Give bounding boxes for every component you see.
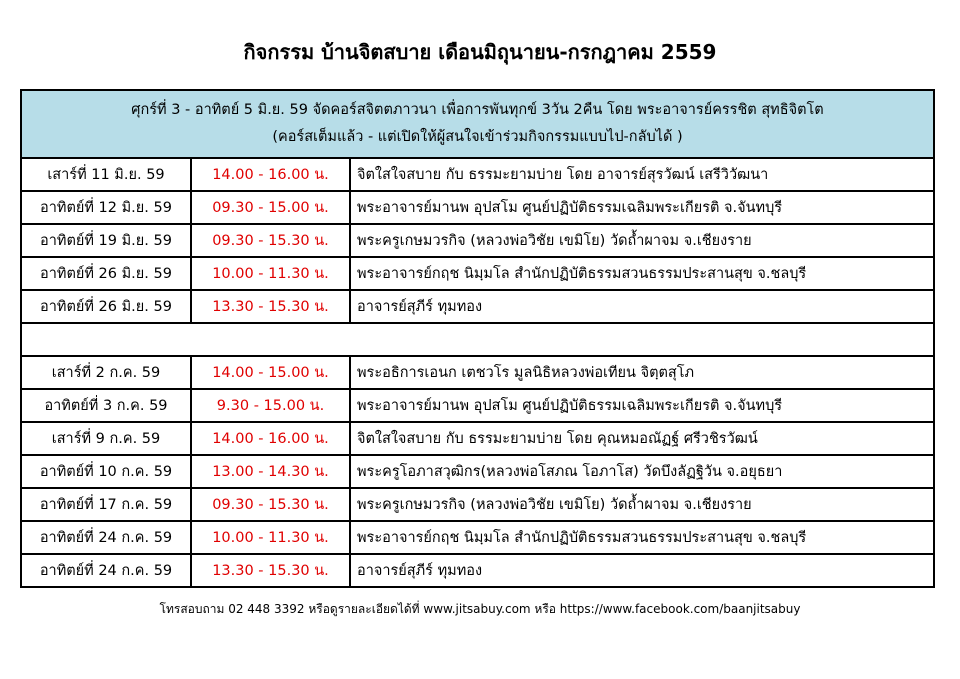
activity-cell: พระอาจารย์กฤช นิมฺมโล สำนักปฏิบัติธรรมสวนธรรมประสานสุข จ.ชลบุรี — [350, 521, 934, 554]
activity-cell: จิตใสใจสบาย กับ ธรรมะยามบ่าย โดย คุณหมอณัฏฐ์ ศรีวชิรวัฒน์ — [350, 422, 934, 455]
activity-cell: อาจารย์สุภีร์ ทุมทอง — [350, 554, 934, 587]
date-cell: อาทิตย์ที่ 19 มิ.ย. 59 — [21, 224, 191, 257]
time-cell: 13.30 - 15.30 น. — [191, 554, 350, 587]
course-announcement — [21, 90, 934, 158]
time-cell: 10.00 - 11.30 น. — [191, 521, 350, 554]
activity-cell: จิตใสใจสบาย กับ ธรรมะยามบ่าย โดย อาจารย์สุรวัฒน์ เสรีวิวัฒนา — [350, 158, 934, 191]
date-cell: เสาร์ที่ 9 ก.ค. 59 — [21, 422, 191, 455]
time-cell: 14.00 - 15.00 น. — [191, 356, 350, 389]
header-row — [21, 90, 934, 158]
page-title: กิจกรรม บ้านจิตสบาย เดือนมิถุนายน-กรกฎาคม 2559 — [243, 40, 717, 64]
table-row — [21, 422, 934, 455]
date-cell: เสาร์ที่ 2 ก.ค. 59 — [21, 356, 191, 389]
table-row — [21, 224, 934, 257]
date-cell: อาทิตย์ที่ 24 ก.ค. 59 — [21, 521, 191, 554]
table-row — [21, 191, 934, 224]
time-cell: 09.30 - 15.00 น. — [191, 191, 350, 224]
table-row — [21, 389, 934, 422]
activity-cell: พระอธิการเอนก เตชวโร มูลนิธิหลวงพ่อเทียน จิตฺตสุโภ — [350, 356, 934, 389]
schedule-table — [20, 89, 935, 588]
activity-cell: พระครูเกษมวรกิจ (หลวงพ่อวิชัย เขมิโย) วัดถ้ำผาจม จ.เชียงราย — [350, 488, 934, 521]
table-row — [21, 158, 934, 191]
table-row — [21, 521, 934, 554]
course-announcement-line1: ศุกร์ที่ 3 - อาทิตย์ 5 มิ.ย. 59 จัดคอร์สจิตตภาวนา เพื่อการพันทุกข์ 3วัน 2คืน โดย พระอาจารย์ครรชิต สุทธิจิตโต — [131, 102, 824, 118]
date-cell: อาทิตย์ที่ 12 มิ.ย. 59 — [21, 191, 191, 224]
date-cell: อาทิตย์ที่ 3 ก.ค. 59 — [21, 389, 191, 422]
table-row — [21, 257, 934, 290]
activity-cell: พระอาจารย์กฤช นิมฺมโล สำนักปฏิบัติธรรมสวนธรรมประสานสุข จ.ชลบุรี — [350, 257, 934, 290]
time-cell: 13.30 - 15.30 น. — [191, 290, 350, 323]
table-row — [21, 488, 934, 521]
course-announcement-line2: (คอร์สเต็มแล้ว - แต่เปิดให้ผู้สนใจเข้าร่วมกิจกรรมแบบไป-กลับได้ ) — [272, 129, 683, 145]
activity-cell: พระครูเกษมวรกิจ (หลวงพ่อวิชัย เขมิโย) วัดถ้ำผาจม จ.เชียงราย — [350, 224, 934, 257]
activity-cell: พระครูโอภาสวุฒิกร(หลวงพ่อโสภณ โอภาโส) วัดบึงลัฏฐิวัน จ.อยุธยา — [350, 455, 934, 488]
date-cell: อาทิตย์ที่ 17 ก.ค. 59 — [21, 488, 191, 521]
activity-cell: อาจารย์สุภีร์ ทุมทอง — [350, 290, 934, 323]
time-cell: 13.00 - 14.30 น. — [191, 455, 350, 488]
activity-cell: พระอาจารย์มานพ อุปสโม ศูนย์ปฏิบัติธรรมเฉลิมพระเกียรติ จ.จันทบุรี — [350, 191, 934, 224]
month-separator-cell — [21, 323, 934, 356]
table-row — [21, 455, 934, 488]
time-cell: 14.00 - 16.00 น. — [191, 158, 350, 191]
time-cell: 09.30 - 15.30 น. — [191, 224, 350, 257]
table-row — [21, 554, 934, 587]
month-separator — [21, 323, 934, 356]
time-cell: 10.00 - 11.30 น. — [191, 257, 350, 290]
activity-cell: พระอาจารย์มานพ อุปสโม ศูนย์ปฏิบัติธรรมเฉลิมพระเกียรติ จ.จันทบุรี — [350, 389, 934, 422]
date-cell: เสาร์ที่ 11 มิ.ย. 59 — [21, 158, 191, 191]
date-cell: อาทิตย์ที่ 24 ก.ค. 59 — [21, 554, 191, 587]
contact-footer: โทรสอบถาม 02 448 3392 หรือดูรายละเอียดได้ที่ www.jitsabuy.com หรือ https://www.facebook.com/baanjitsabuy — [159, 602, 801, 616]
time-cell: 9.30 - 15.00 น. — [191, 389, 350, 422]
date-cell: อาทิตย์ที่ 10 ก.ค. 59 — [21, 455, 191, 488]
time-cell: 14.00 - 16.00 น. — [191, 422, 350, 455]
time-cell: 09.30 - 15.30 น. — [191, 488, 350, 521]
date-cell: อาทิตย์ที่ 26 มิ.ย. 59 — [21, 257, 191, 290]
date-cell: อาทิตย์ที่ 26 มิ.ย. 59 — [21, 290, 191, 323]
table-row — [21, 356, 934, 389]
table-row — [21, 290, 934, 323]
